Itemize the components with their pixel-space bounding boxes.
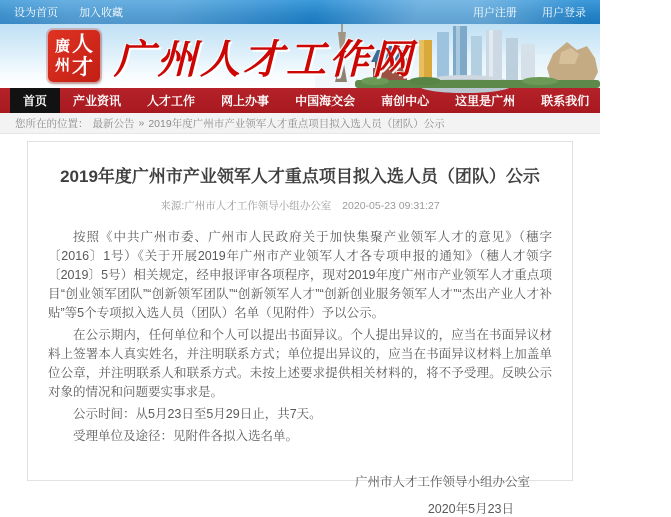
article-body	[48, 228, 552, 446]
nav-item-nanchuang-center[interactable]: 南创中心	[381, 94, 430, 108]
topbar-right-links	[451, 4, 586, 20]
nav-item-talent-work[interactable]: 人才工作	[147, 94, 196, 108]
seal-left-chars: 廣 州	[54, 38, 70, 74]
set-homepage-link[interactable]: 设为首页	[14, 7, 58, 19]
user-register-link[interactable]: 用户注册	[472, 7, 517, 19]
user-login-link[interactable]: 用户登录	[542, 7, 586, 19]
breadcrumb-current: 2019年度广州市产业领军人才重点项目拟入选人员（团队）公示	[148, 117, 445, 130]
article-paragraph: 公示时间：从5月23日至5月29日止，共7天。	[73, 406, 322, 421]
topbar-left-links	[14, 4, 141, 20]
site-logo[interactable]	[48, 28, 415, 85]
seal-logo-icon	[48, 30, 100, 82]
breadcrumb-section-link[interactable]: 最新公告	[92, 117, 135, 130]
content-area	[0, 134, 600, 516]
nav-item-industry-news[interactable]: 产业资讯	[73, 94, 122, 108]
article-source: 来源:广州市人才工作领导小组办公室	[160, 199, 332, 212]
article-paragraph: 受理单位及途径：见附件各拟入选名单。	[73, 428, 299, 443]
breadcrumb	[0, 113, 600, 134]
breadcrumb-separator: »	[138, 117, 145, 129]
article-signature: 广州市人才工作领导小组办公室	[354, 474, 530, 489]
site-title: 广州人才工作网	[114, 37, 415, 82]
nav-item-china-oversea-fair[interactable]: 中国海交会	[295, 94, 356, 108]
article-paragraph: 在公示期内，任何单位和个人可以提出书面异议。个人提出异议的，应当在书面异议材料上签署本人真实姓名，并注明联系方式；单位提出异议的，应当在书面异议材料上加盖单位公章，并注明联系人和联系方式。未按上述要求提供相关材料的，将不予受理。反映公示对象的情况和问题要实事求是。	[48, 327, 552, 399]
nav-item-english[interactable]: English	[615, 93, 659, 108]
article-box	[27, 141, 573, 516]
article-meta	[48, 198, 552, 213]
add-favorite-link[interactable]: 加入收藏	[79, 7, 124, 19]
article-paragraph: 按照《中共广州市委、广州市人民政府关于加快集聚产业领军人才的意见》（穗字〔2016〕1号）《关于开展2019年广州市产业领军人才各专项申报的通知》（穗人才领字〔2019〕5号）相关规定，经申报评审各项程序，现对2019年度广州市产业领军人才重点项目“创业领军团队”“创新领军团队”“创新领军人才”“创新创业服务领军人才”“杰出产业人才补贴”等5个专项拟入选人员（团队）名单（见附件）予以公示。	[48, 229, 552, 320]
article-sign-date: 2020年5月23日	[427, 501, 514, 516]
site-banner	[0, 24, 600, 88]
top-user-bar	[0, 0, 600, 24]
main-nav	[0, 88, 659, 113]
article-title: 2019年度广州市产业领军人才重点项目拟入选人员（团队）公示	[60, 167, 540, 186]
nav-item-this-is-guangzhou[interactable]: 这里是广州	[455, 94, 516, 108]
nav-item-online-services[interactable]: 网上办事	[221, 94, 270, 108]
nav-item-contact-us[interactable]: 联系我们	[541, 94, 590, 108]
article-datetime: 2020-05-23 09:31:27	[342, 199, 440, 212]
nav-item-home[interactable]: 首页	[10, 88, 60, 113]
seal-right-chars: 人 才	[72, 33, 93, 79]
breadcrumb-prefix: 您所在的位置：	[15, 117, 89, 130]
